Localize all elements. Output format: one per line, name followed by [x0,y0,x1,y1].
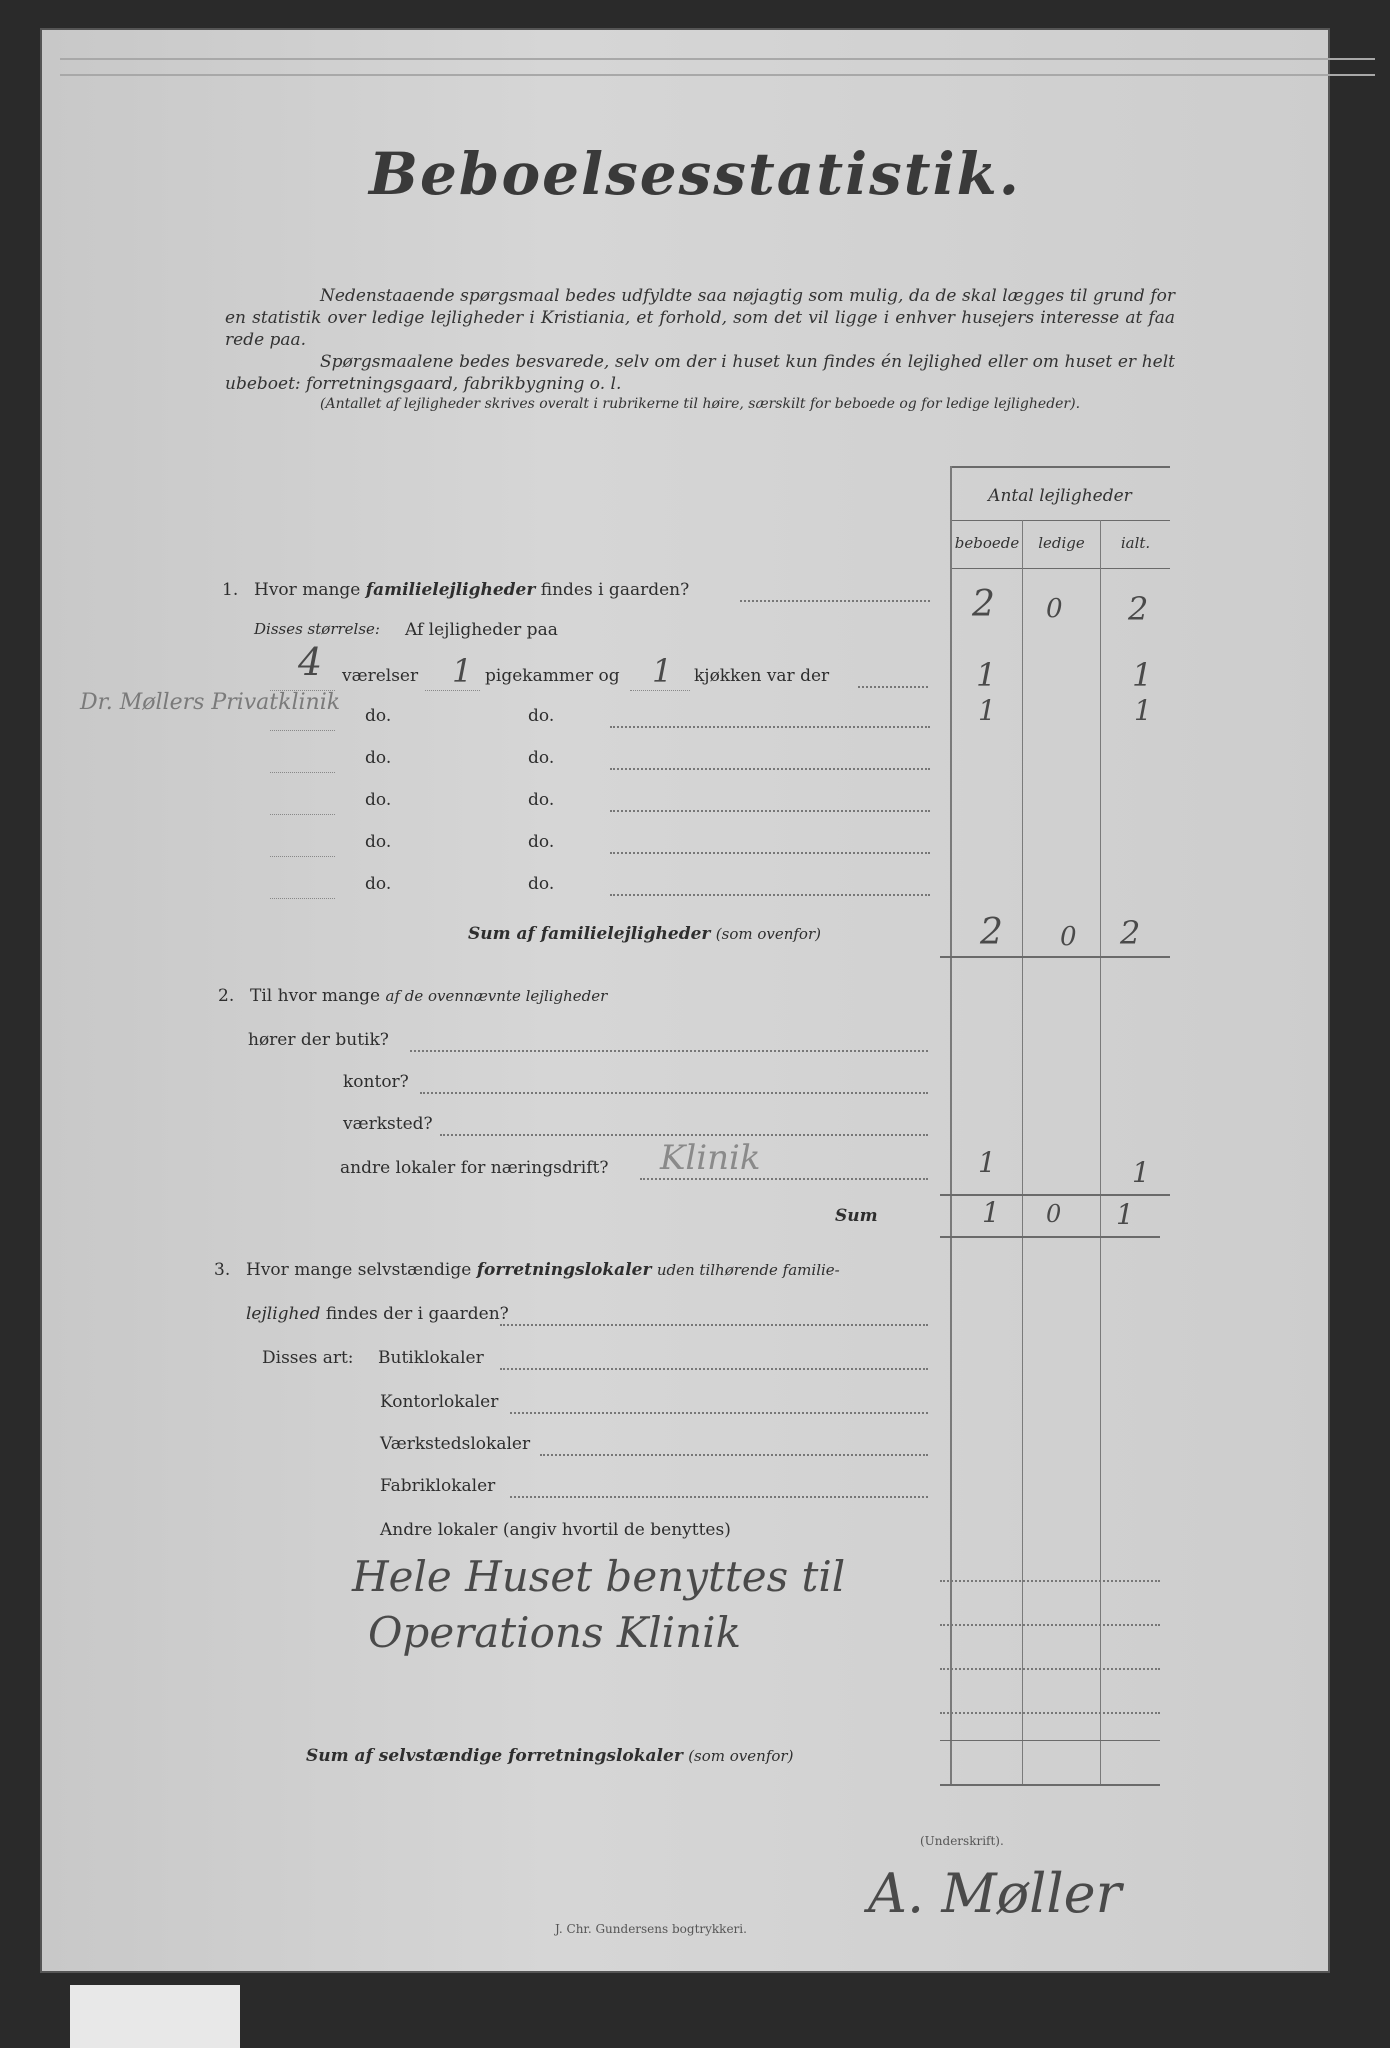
hw-margin-note: Dr. Møllers Privatklinik [80,690,341,715]
q1-size-label: Disses størrelse: [254,620,380,638]
hw-note-line-1: Hele Huset benyttes til [352,1552,846,1601]
col-header-ledige: ledige [1038,534,1085,552]
table-col-line-3 [1100,520,1101,1784]
hw-row1-ialt: 1 [1132,656,1153,694]
q3-item-4-leader [510,1496,928,1498]
sum2-bottom-rule [940,1236,1160,1238]
q3-note-leader-1 [940,1580,1160,1582]
hw-klinik: Klinik [660,1138,761,1178]
q3-item-1: Butiklokaler [378,1348,484,1368]
page-title: Beboelsesstatistik. [368,140,1021,208]
pigekammer-label: pigekammer og [485,666,620,686]
hw-sum1-beboede: 2 [980,912,1003,953]
hw-row2-ialt: 1 [1134,694,1152,727]
q3-note-leader-2 [940,1624,1160,1626]
do-row-2-a: do. [365,748,392,768]
do-row-5-field[interactable] [270,898,335,899]
do-row-3-a: do. [365,790,392,810]
do-row-3-leader [610,810,930,812]
top-rule [60,58,1375,60]
do-row-2-leader [610,768,930,770]
do-row-2-field[interactable] [270,772,335,773]
q2-number: 2. [218,986,235,1006]
q3-item-4: Fabriklokaler [380,1476,496,1496]
intro-text [225,285,1175,413]
hw-kjokken-count: 1 [652,652,673,690]
printer-credit: J. Chr. Gundersens bogtrykkeri. [555,1922,747,1936]
table-header-rule [950,520,1170,521]
q3-item-3-leader [540,1454,928,1456]
col-header-ialt: ialt. [1120,534,1151,552]
q2-vaerksted: værksted? [343,1114,433,1134]
hw-andre-beboede: 1 [978,1146,996,1179]
row1-leader [858,686,928,688]
q3-line2: lejlighed findes der i gaarden? [246,1304,509,1324]
hw-q1-beboede: 2 [972,584,995,625]
table-col-line-2 [1022,520,1023,1784]
q1-emphasis: familielejligheder [365,580,536,600]
hw-row1-beboede: 1 [976,656,997,694]
pigekammer-count-field[interactable] [425,690,480,691]
q3-item-5: Andre lokaler (angiv hvortil de benyttes) [380,1520,731,1540]
do-row-1-b: do. [528,706,555,726]
q2-kontor: kontor? [343,1072,409,1092]
do-row-5-leader [610,894,930,896]
q1-sum-label: Sum af familielejligheder (som ovenfor) [468,924,821,944]
vaerelser-label: værelser [342,666,419,686]
q1-number: 1. [222,580,239,600]
edge-glare [70,1985,240,2048]
q1-text [254,580,689,600]
q2-text: Til hvor mange af de ovennævnte lejligheder [250,986,608,1006]
hw-note-line-2: Operations Klinik [368,1608,742,1657]
q1-post: findes i gaarden? [540,580,690,600]
do-row-3-field[interactable] [270,814,335,815]
hw-row2-beboede: 1 [978,694,996,727]
table-col-line-1 [950,466,952,1784]
sum1-rule [940,956,1170,958]
hw-sum2-ledige: 0 [1046,1200,1062,1228]
intro-paragraph-2: Spørgsmaalene bedes besvarede, selv om der i huset kun findes én lejlighed eller om huset er helt ubeboet: forretningsgaard, fabrikbygning o. l. [225,352,1175,394]
q3-number: 3. [214,1260,231,1280]
underskrift-label: (Underskrift). [920,1834,1004,1848]
kjokken-count-field[interactable] [630,690,690,691]
hw-andre-ialt: 1 [1132,1156,1150,1189]
q3-sum-label: Sum af selvstændige forretningslokaler (som ovenfor) [306,1746,794,1766]
do-row-4-a: do. [365,832,392,852]
q2-kontor-leader [420,1092,928,1094]
hw-sum2-ialt: 1 [1116,1198,1134,1231]
hw-q1-ialt: 2 [1128,590,1149,628]
q1-size-text: Af lejligheder paa [405,620,558,640]
do-row-1-field[interactable] [270,730,335,731]
top-rule-2 [60,74,1375,76]
do-row-4-b: do. [528,832,555,852]
q3-text: Hvor mange selvstændige forretningslokaler uden tilhørende familie- [246,1260,840,1280]
hw-sum2-beboede: 1 [982,1196,1000,1229]
do-row-1-a: do. [365,706,392,726]
intro-paragraph-3: (Antallet af lejligheder skrives overalt i rubrikerne til høire, særskilt for beboede og for ledige lejligheder). [320,396,1081,412]
do-row-3-b: do. [528,790,555,810]
q2-andre: andre lokaler for næringsdrift? [340,1158,609,1178]
sum3-rule [940,1784,1160,1786]
hw-q1-ledige: 0 [1046,594,1063,624]
q2-sum-label: Sum [835,1206,878,1226]
table-subheader-rule [950,568,1170,569]
do-row-5-a: do. [365,874,392,894]
q3-note-leader-4 [940,1712,1160,1714]
do-row-2-b: do. [528,748,555,768]
sum3-top-rule [940,1740,1160,1741]
col-header-beboede: beboede [954,534,1020,552]
hw-sum1-ialt: 2 [1120,914,1141,952]
q2-butik: hører der butik? [248,1030,389,1050]
q2-butik-leader [410,1050,928,1052]
hw-signature: A. Møller [868,1862,1122,1925]
q3-leader [500,1324,928,1326]
q3-item-1-leader [500,1368,928,1370]
hw-pige-count: 1 [452,652,473,690]
q3-item-3: Værkstedslokaler [380,1434,531,1454]
q1-pre: Hvor mange [254,580,361,600]
q1-leader [740,600,930,602]
sum2-rule [940,1194,1170,1196]
do-row-5-b: do. [528,874,555,894]
q3-note-leader-3 [940,1668,1160,1670]
q3-item-2: Kontorlokaler [380,1392,499,1412]
do-row-4-field[interactable] [270,856,335,857]
q2-andre-leader [640,1178,928,1180]
kjokken-label: kjøkken var der [694,666,830,686]
q2-vaerksted-leader [440,1134,928,1136]
table-group-header: Antal lejligheder [988,486,1132,506]
do-row-4-leader [610,852,930,854]
hw-room-count: 4 [298,640,323,684]
hw-sum1-ledige: 0 [1060,922,1077,952]
do-row-1-leader [610,726,930,728]
q3-item-2-leader [510,1412,928,1414]
intro-paragraph-1: Nedenstaaende spørgsmaal bedes udfyldte saa nøjagtig som mulig, da de skal lægges til grund for en statistik over ledige lejligheder i Kristiania, et forhold, som det vil ligge i enhver husejers interesse at faa rede paa. [225,286,1175,350]
table-top-rule [950,466,1170,468]
q3-art-label: Disses art: [262,1348,354,1368]
